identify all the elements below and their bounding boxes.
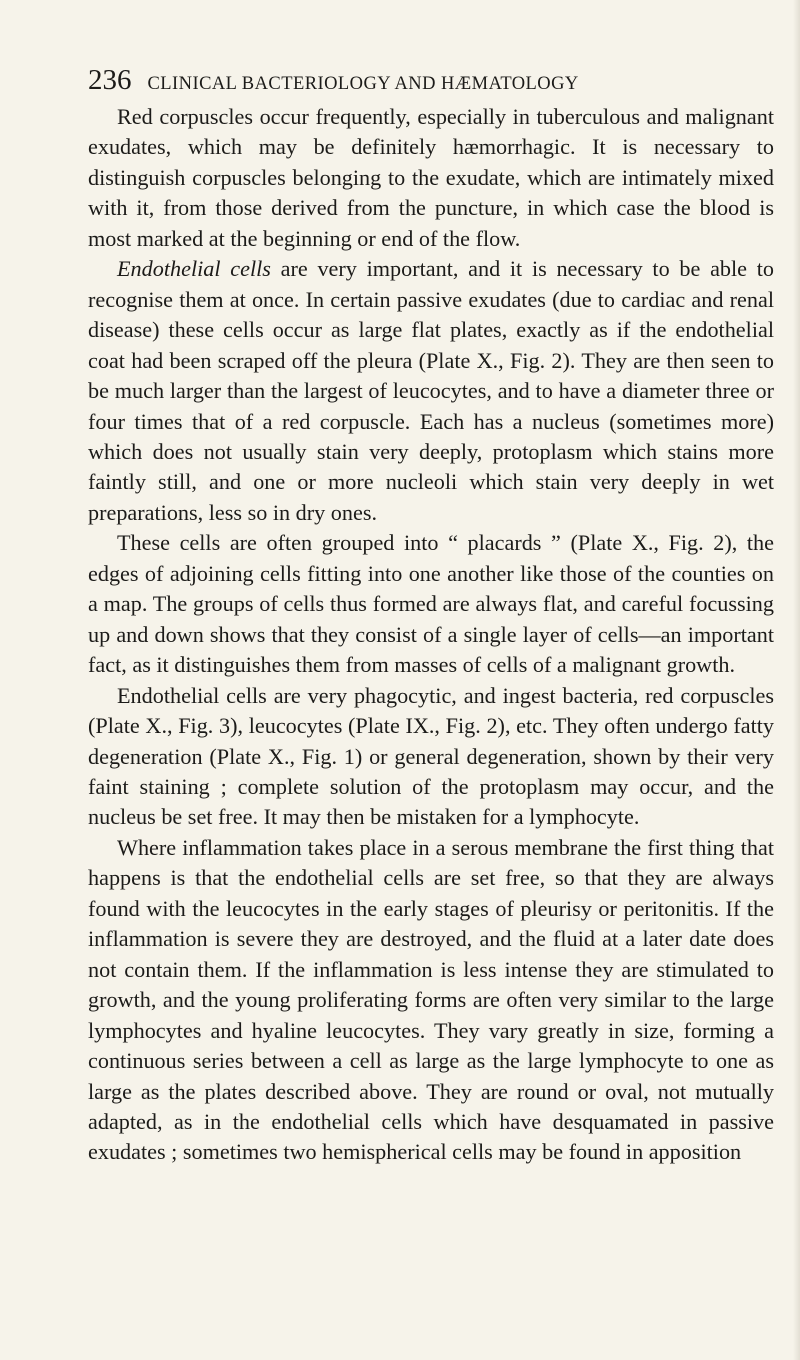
paragraph-placards: These cells are often grouped into “ placards ” (Plate X., Fig. 2), the edges of adjoining cells fitting into one another like those of the counties on a map. The groups of cells thus formed are always flat, and careful focussing up and down shows that they consist of a single layer of cells—an important fact, as it distinguishes them from masses of cells of a malignant growth. [88, 530, 774, 678]
paragraph-lead-endothelial-cells: Endothelial cells [117, 256, 271, 282]
running-head: CLINICAL BACTERIOLOGY AND HÆMATOLOGY [147, 74, 579, 94]
body-text [88, 102, 774, 1168]
page-header [88, 64, 768, 98]
paragraph-inflammation: Where inflammation takes place in a serous membrane the first thing that happens is that the endothelial cells are set free, so that they are always found with the leucocytes in the early stages of pleurisy or peritonitis. If the inflammation is severe they are destroyed, and the fluid at a later date does not contain them. If the inflammation is less intense they are stimulated to growth, and the young proliferating forms are often very similar to the large lymphocytes and hyaline leucocytes. They vary greatly in size, forming a continuous series between a cell as large as the large lymphocyte to one as large as the plates described above. They are round or oval, not mutually adapted, as in the endothelial cells which have desquamated in passive exudates ; sometimes two hemispherical cells may be found in apposition [88, 834, 774, 1165]
paragraph-endothelial-cells-text: are very important, and it is necessary to be able to recognise them at once. In certain passive exudates (due to cardiac and renal disease) these cells occur as large flat plates, exactly as if the endothelial coat had been scraped off the pleura (Plate X., Fig. 2). They are then seen to be much larger than the largest of leucocytes, and to have a diameter three or four times that of a red corpuscle. Each has a nucleus (sometimes more) which does not usually stain very deeply, protoplasm which stains more faintly still, and one or more nucleoli which stain very deeply in wet preparations, less so in dry ones. [88, 256, 775, 525]
paragraph-red-corpuscles: Red corpuscles occur frequently, especially in tuberculous and malignant exudates, which may be definitely hæmorrhagic. It is necessary to distinguish corpuscles belonging to the exudate, which are intimately mixed with it, from those derived from the puncture, in which case the blood is most marked at the beginning or end of the flow. [88, 104, 774, 251]
page-edge-shadow [793, 0, 800, 1360]
paragraph-phagocytic: Endothelial cells are very phagocytic, and ingest bacteria, red corpuscles (Plate X., Fig. 3), leucocytes (Plate IX., Fig. 2), etc. They often undergo fatty degeneration (Plate X., Fig. 1) or general degeneration, shown by their very faint staining ; complete solution of the protoplasm may occur, and the nucleus be set free. It may then be mistaken for a lymphocyte. [88, 682, 774, 830]
page-number: 236 [88, 64, 132, 96]
paragraph-endothelial-cells [88, 254, 774, 528]
